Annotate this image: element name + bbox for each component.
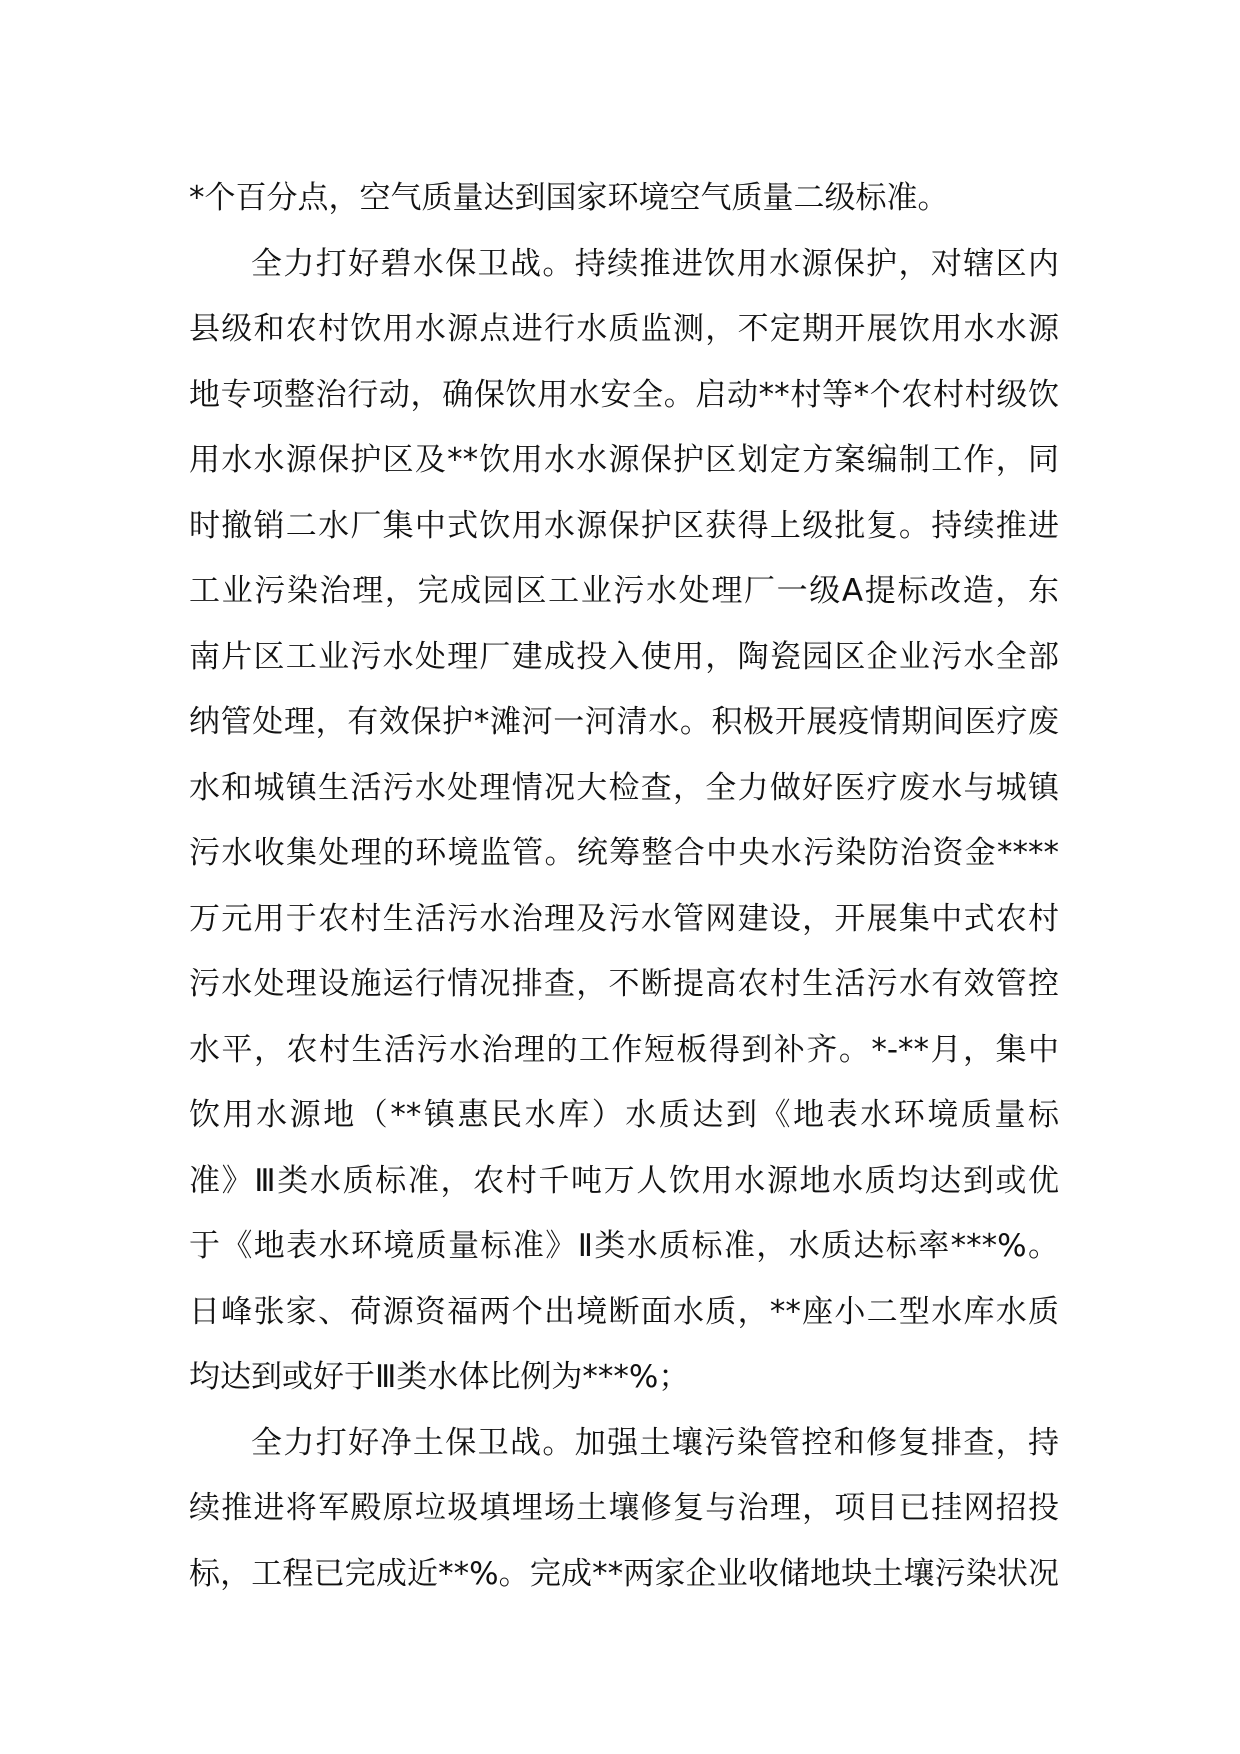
text-line: 全力打好净土保卫战。加强土壤污染管控和修复排查，持 bbox=[251, 1424, 1059, 1461]
text-line: 污水处理设施运行情况排查，不断提高农村生活污水有效管控 bbox=[189, 966, 1059, 1002]
text-line: 全力打好碧水保卫战。持续推进饮用水源保护，对辖区内 bbox=[251, 245, 1059, 282]
text-line: 水和城镇生活污水处理情况大检查，全力做好医疗废水与城镇 bbox=[189, 769, 1059, 806]
text-line: 污水收集处理的环境监管。统筹整合中央水污染防治资金**** bbox=[189, 835, 1059, 871]
body-text bbox=[189, 166, 1059, 1607]
text-line: 日峰张家、荷源资福两个出境断面水质，**座小二型水库水质 bbox=[189, 1293, 1059, 1330]
text-line: 县级和农村饮用水源点进行水质监测，不定期开展饮用水水源 bbox=[189, 311, 1059, 347]
text-line: 于《地表水环境质量标准》Ⅱ类水质标准，水质达标率***%。 bbox=[189, 1228, 1059, 1264]
text-line: 用水水源保护区及**饮用水水源保护区划定方案编制工作，同 bbox=[189, 442, 1059, 478]
text-line: 标，工程已完成近**%。完成**两家企业收储地块土壤污染状况 bbox=[189, 1555, 1059, 1592]
text-line: 水平，农村生活污水治理的工作短板得到补齐。*-**月，集中 bbox=[189, 1031, 1059, 1068]
text-line: 万元用于农村生活污水治理及污水管网建设，开展集中式农村 bbox=[189, 900, 1059, 937]
text-line: 均达到或好于Ⅲ类水体比例为***%； bbox=[189, 1359, 690, 1395]
text-line: 工业污染治理，完成园区工业污水处理厂一级A提标改造，东 bbox=[189, 573, 1059, 609]
text-line: 南片区工业污水处理厂建成投入使用，陶瓷园区企业污水全部 bbox=[189, 638, 1059, 675]
text-line: 准》Ⅲ类水质标准，农村千吨万人饮用水源地水质均达到或优 bbox=[189, 1162, 1059, 1199]
paragraph-water-protection bbox=[189, 232, 1059, 1411]
text-line: *个百分点，空气质量达到国家环境空气质量二级标准。 bbox=[189, 180, 949, 216]
text-line: 饮用水源地（**镇惠民水库）水质达到《地表水环境质量标 bbox=[189, 1097, 1059, 1133]
paragraph-soil-protection bbox=[189, 1411, 1059, 1608]
text-line: 续推进将军殿原垃圾填埋场土壤修复与治理，项目已挂网招投 bbox=[189, 1490, 1059, 1526]
text-line: 地专项整治行动，确保饮用水安全。启动**村等*个农村村级饮 bbox=[189, 376, 1059, 413]
paragraph-air-quality bbox=[189, 166, 1059, 232]
text-line: 时撤销二水厂集中式饮用水源保护区获得上级批复。持续推进 bbox=[189, 507, 1059, 544]
text-line: 纳管处理，有效保护*滩河一河清水。积极开展疫情期间医疗废 bbox=[189, 704, 1059, 740]
